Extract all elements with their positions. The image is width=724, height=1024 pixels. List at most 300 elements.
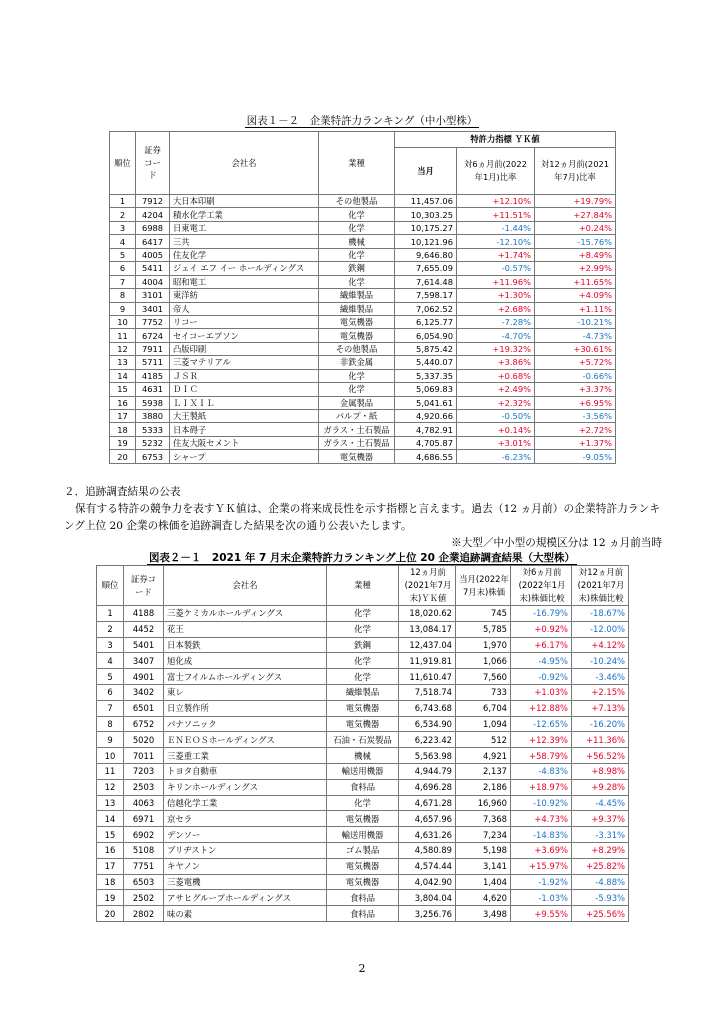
- cell-rank: 3: [110, 221, 136, 234]
- header-rank: 順位: [110, 132, 136, 195]
- cell-yk-value: 6,054.90: [395, 329, 457, 342]
- table-row: [97, 811, 629, 827]
- cell-industry: ガラス・土石製品: [319, 436, 395, 449]
- table-row: [110, 302, 616, 315]
- cell-industry: 化学: [327, 795, 399, 811]
- cell-company: 信越化学工業: [164, 795, 327, 811]
- cell-price: 512: [456, 732, 511, 748]
- cell-vs6: +2.68%: [457, 302, 535, 315]
- cell-rank: 12: [110, 342, 136, 355]
- cell-yk-value: 4,686.55: [395, 450, 457, 463]
- cell-industry: 化学: [327, 653, 399, 669]
- table-row: [110, 383, 616, 396]
- cell-code: 6417: [136, 235, 170, 248]
- cell-price: 733: [456, 685, 511, 701]
- cell-vs12: +2.72%: [535, 423, 616, 436]
- cell-rank: 3: [97, 637, 124, 653]
- cell-rank: 10: [97, 748, 124, 764]
- cell-industry: 化学: [327, 606, 399, 622]
- cell-company: デンソー: [164, 827, 327, 843]
- cell-industry: ゴム製品: [327, 843, 399, 859]
- cell-rank: 6: [110, 262, 136, 275]
- cell-company: 帝人: [170, 302, 319, 315]
- cell-yk-value: 5,337.35: [395, 369, 457, 382]
- cell-code: 5020: [124, 732, 164, 748]
- cell-vs6: -12.10%: [457, 235, 535, 248]
- cell-vs6: +1.74%: [457, 248, 535, 261]
- cell-vs12: -3.31%: [572, 827, 629, 843]
- cell-rank: 18: [110, 423, 136, 436]
- cell-vs6: +4.73%: [511, 811, 572, 827]
- cell-vs6: -7.28%: [457, 315, 535, 328]
- cell-vs12: +1.11%: [535, 302, 616, 315]
- cell-vs12: -10.24%: [572, 653, 629, 669]
- table-row: [97, 874, 629, 890]
- cell-yk-value: 5,875.42: [395, 342, 457, 355]
- cell-yk-value: 7,614.48: [395, 275, 457, 288]
- cell-yk-value: 5,440.07: [395, 356, 457, 369]
- cell-code: 6724: [136, 329, 170, 342]
- cell-rank: 7: [110, 275, 136, 288]
- cell-vs6: -14.83%: [511, 827, 572, 843]
- cell-vs12: -9.05%: [535, 450, 616, 463]
- table-row: [97, 637, 629, 653]
- cell-vs6: +0.14%: [457, 423, 535, 436]
- cell-vs6: +12.88%: [511, 700, 572, 716]
- cell-rank: 19: [110, 436, 136, 449]
- cell-price: 5,198: [456, 843, 511, 859]
- cell-company: 旭化成: [164, 653, 327, 669]
- cell-vs6: +11.96%: [457, 275, 535, 288]
- cell-code: 4004: [136, 275, 170, 288]
- cell-code: 5333: [136, 423, 170, 436]
- cell-rank: 7: [97, 700, 124, 716]
- cell-code: 3101: [136, 289, 170, 302]
- cell-industry: 繊維製品: [319, 289, 395, 302]
- cell-company: 昭和電工: [170, 275, 319, 288]
- cell-yk-value: 6,223.42: [399, 732, 456, 748]
- cell-yk-value: 4,574.44: [399, 858, 456, 874]
- header-current-month: 当月: [395, 148, 457, 195]
- cell-code: 4204: [136, 208, 170, 221]
- cell-vs12: +9.37%: [572, 811, 629, 827]
- cell-vs6: -1.03%: [511, 890, 572, 906]
- table-row: [97, 890, 629, 906]
- cell-yk-value: 7,518.74: [399, 685, 456, 701]
- table-row: [97, 906, 629, 922]
- cell-industry: 電気機器: [319, 450, 395, 463]
- cell-company: 東洋紡: [170, 289, 319, 302]
- cell-company: パナソニック: [164, 716, 327, 732]
- table-row: [110, 369, 616, 382]
- cell-code: 3407: [124, 653, 164, 669]
- cell-price: 7,368: [456, 811, 511, 827]
- cell-company: ブリヂストン: [164, 843, 327, 859]
- cell-vs12: -0.66%: [535, 369, 616, 382]
- cell-yk-value: 4,671.28: [399, 795, 456, 811]
- cell-company: 三菱電機: [164, 874, 327, 890]
- cell-industry: 輸送用機器: [327, 764, 399, 780]
- cell-company: 富士フイルムホールディングス: [164, 669, 327, 685]
- cell-industry: 電気機器: [327, 858, 399, 874]
- cell-code: 3401: [136, 302, 170, 315]
- cell-industry: 繊維製品: [327, 685, 399, 701]
- cell-industry: その他製品: [319, 195, 395, 208]
- cell-yk-value: 7,062.52: [395, 302, 457, 315]
- table-row: [110, 436, 616, 449]
- cell-industry: パルプ・紙: [319, 410, 395, 423]
- cell-company: ＤＩＣ: [170, 383, 319, 396]
- cell-code: 3880: [136, 410, 170, 423]
- cell-rank: 15: [110, 383, 136, 396]
- cell-vs12: +7.13%: [572, 700, 629, 716]
- cell-rank: 1: [97, 606, 124, 622]
- cell-rank: 2: [97, 621, 124, 637]
- cell-yk-value: 4,696.28: [399, 779, 456, 795]
- cell-rank: 16: [97, 843, 124, 859]
- cell-industry: 化学: [319, 221, 395, 234]
- header-vs6: 対6ヵ月前(2022年1月)比率: [457, 148, 535, 195]
- cell-price: 2,137: [456, 764, 511, 780]
- cell-vs12: +6.95%: [535, 396, 616, 409]
- cell-vs12: -12.00%: [572, 621, 629, 637]
- table-row: [97, 716, 629, 732]
- cell-industry: 化学: [319, 248, 395, 261]
- header-vs12: 対12ヵ月前(2021年7月)比率: [535, 148, 616, 195]
- header-yk-12m-ago: 12ヵ月前(2021年7月末)ＹＫ値: [399, 566, 456, 606]
- cell-rank: 8: [110, 289, 136, 302]
- cell-industry: 電気機器: [327, 811, 399, 827]
- cell-company: 日立製作所: [164, 700, 327, 716]
- cell-code: 6971: [124, 811, 164, 827]
- cell-code: 4005: [136, 248, 170, 261]
- cell-company: 東レ: [164, 685, 327, 701]
- cell-company: キリンホールディングス: [164, 779, 327, 795]
- cell-company: 住友化学: [170, 248, 319, 261]
- cell-vs6: +15.97%: [511, 858, 572, 874]
- cell-rank: 20: [110, 450, 136, 463]
- cell-vs6: -0.92%: [511, 669, 572, 685]
- cell-vs6: +11.51%: [457, 208, 535, 221]
- cell-vs6: +3.86%: [457, 356, 535, 369]
- cell-code: 7911: [136, 342, 170, 355]
- cell-rank: 2: [110, 208, 136, 221]
- cell-rank: 13: [110, 356, 136, 369]
- table-row: [97, 653, 629, 669]
- cell-code: 5411: [136, 262, 170, 275]
- cell-yk-value: 4,944.79: [399, 764, 456, 780]
- table-row: [97, 606, 629, 622]
- cell-vs12: -10.21%: [535, 315, 616, 328]
- cell-industry: 金属製品: [319, 396, 395, 409]
- cell-company: 京セラ: [164, 811, 327, 827]
- header-company: 会社名: [164, 566, 327, 606]
- section-heading: ２．追跡調査結果の公表: [64, 486, 181, 498]
- cell-industry: 化学: [327, 669, 399, 685]
- cell-vs12: +25.56%: [572, 906, 629, 922]
- table-row: [97, 732, 629, 748]
- cell-vs12: -15.76%: [535, 235, 616, 248]
- table-row: [110, 315, 616, 328]
- table-row: [110, 275, 616, 288]
- cell-code: 6753: [136, 450, 170, 463]
- cell-price: 3,498: [456, 906, 511, 922]
- cell-vs6: -0.57%: [457, 262, 535, 275]
- cell-industry: 輸送用機器: [327, 827, 399, 843]
- cell-rank: 4: [110, 235, 136, 248]
- table-row: [97, 764, 629, 780]
- cell-code: 5232: [136, 436, 170, 449]
- table-row: [97, 795, 629, 811]
- table-row: [97, 685, 629, 701]
- table-row: [97, 700, 629, 716]
- cell-rank: 20: [97, 906, 124, 922]
- cell-company: リコー: [170, 315, 319, 328]
- cell-rank: 9: [97, 732, 124, 748]
- table-row: [110, 396, 616, 409]
- cell-company: 大日本印刷: [170, 195, 319, 208]
- cell-vs6: +19.32%: [457, 342, 535, 355]
- cell-vs12: +1.37%: [535, 436, 616, 449]
- cell-rank: 17: [97, 858, 124, 874]
- cell-price: 4,921: [456, 748, 511, 764]
- cell-rank: 4: [97, 653, 124, 669]
- header-company: 会社名: [170, 132, 319, 195]
- cell-industry: 鉄鋼: [319, 262, 395, 275]
- table-row: [110, 423, 616, 436]
- cell-price: 1,094: [456, 716, 511, 732]
- cell-vs6: -6.23%: [457, 450, 535, 463]
- cell-vs6: +0.68%: [457, 369, 535, 382]
- cell-industry: 食料品: [327, 890, 399, 906]
- cell-vs6: -0.50%: [457, 410, 535, 423]
- cell-vs12: +11.65%: [535, 275, 616, 288]
- cell-vs12: -3.46%: [572, 669, 629, 685]
- cell-code: 2802: [124, 906, 164, 922]
- table-row: [110, 235, 616, 248]
- header-vs12: 対12ヵ月前(2021年7月末)株価比較: [572, 566, 629, 606]
- cell-vs12: +8.29%: [572, 843, 629, 859]
- cell-yk-value: 5,041.61: [395, 396, 457, 409]
- cell-company: 味の素: [164, 906, 327, 922]
- cell-industry: 電気機器: [319, 329, 395, 342]
- cell-yk-value: 4,631.26: [399, 827, 456, 843]
- section-note: ※大型／中小型の規模区分は 12 ヵ月前当時: [451, 537, 662, 549]
- cell-vs12: +25.82%: [572, 858, 629, 874]
- table1-small-mid-cap-ranking: [109, 131, 616, 464]
- cell-vs6: -16.79%: [511, 606, 572, 622]
- cell-vs6: +6.17%: [511, 637, 572, 653]
- header-rank: 順位: [97, 566, 124, 606]
- cell-rank: 10: [110, 315, 136, 328]
- cell-company: 三菱マテリアル: [170, 356, 319, 369]
- cell-industry: 化学: [319, 383, 395, 396]
- cell-yk-value: 11,919.81: [399, 653, 456, 669]
- cell-company: 日本製鉄: [164, 637, 327, 653]
- cell-vs12: +2.15%: [572, 685, 629, 701]
- cell-industry: 機械: [319, 235, 395, 248]
- table2-title: 図表２－１ 2021 年 7 月末企業特許力ランキング上位 20 企業追跡調査結果（大型株）: [148, 552, 576, 564]
- table-row: [110, 195, 616, 208]
- cell-vs12: +8.98%: [572, 764, 629, 780]
- cell-code: 7011: [124, 748, 164, 764]
- cell-company: 積水化学工業: [170, 208, 319, 221]
- cell-price: 4,620: [456, 890, 511, 906]
- cell-vs6: +3.01%: [457, 436, 535, 449]
- cell-vs6: -1.92%: [511, 874, 572, 890]
- cell-vs12: +9.28%: [572, 779, 629, 795]
- cell-vs12: +3.37%: [535, 383, 616, 396]
- cell-industry: 鉄鋼: [327, 637, 399, 653]
- cell-vs6: -12.65%: [511, 716, 572, 732]
- cell-code: 6501: [124, 700, 164, 716]
- cell-company: 三菱重工業: [164, 748, 327, 764]
- cell-code: 4063: [124, 795, 164, 811]
- cell-company: ＬＩＸＩＬ: [170, 396, 319, 409]
- cell-vs6: -10.92%: [511, 795, 572, 811]
- cell-industry: 化学: [319, 208, 395, 221]
- cell-price: 3,141: [456, 858, 511, 874]
- cell-yk-value: 6,743.68: [399, 700, 456, 716]
- cell-yk-value: 5,069.83: [395, 383, 457, 396]
- cell-industry: 食料品: [327, 906, 399, 922]
- cell-vs12: +56.52%: [572, 748, 629, 764]
- cell-yk-value: 7,655.09: [395, 262, 457, 275]
- cell-vs12: +30.61%: [535, 342, 616, 355]
- cell-company: 花王: [164, 621, 327, 637]
- cell-company: ＥＮＥＯＳホールディングス: [164, 732, 327, 748]
- cell-industry: 電気機器: [327, 716, 399, 732]
- cell-industry: 機械: [327, 748, 399, 764]
- cell-vs12: +11.36%: [572, 732, 629, 748]
- cell-price: 1,404: [456, 874, 511, 890]
- cell-company: ＪＳＲ: [170, 369, 319, 382]
- cell-code: 2503: [124, 779, 164, 795]
- table-row: [110, 248, 616, 261]
- cell-rank: 17: [110, 410, 136, 423]
- cell-company: アサヒグループホールディングス: [164, 890, 327, 906]
- cell-company: シャープ: [170, 450, 319, 463]
- cell-industry: 石油・石炭製品: [327, 732, 399, 748]
- cell-company: キヤノン: [164, 858, 327, 874]
- page-number: 2: [358, 962, 366, 975]
- cell-vs6: +12.39%: [511, 732, 572, 748]
- table-row: [110, 221, 616, 234]
- cell-vs6: +0.92%: [511, 621, 572, 637]
- cell-rank: 18: [97, 874, 124, 890]
- cell-rank: 14: [110, 369, 136, 382]
- cell-company: セイコーエプソン: [170, 329, 319, 342]
- cell-vs6: +1.30%: [457, 289, 535, 302]
- header-yk-index: 特許力指標 ＹＫ値: [395, 132, 616, 148]
- cell-yk-value: 6,125.77: [395, 315, 457, 328]
- cell-price: 1,066: [456, 653, 511, 669]
- cell-code: 2502: [124, 890, 164, 906]
- header-industry: 業種: [319, 132, 395, 195]
- cell-vs6: +2.32%: [457, 396, 535, 409]
- table-row: [97, 779, 629, 795]
- table-row: [110, 289, 616, 302]
- cell-yk-value: 13,084.17: [399, 621, 456, 637]
- cell-price: 2,186: [456, 779, 511, 795]
- cell-industry: 化学: [327, 621, 399, 637]
- cell-yk-value: 4,657.96: [399, 811, 456, 827]
- section-paragraph: 保有する特許の競争力を表すＹＫ値は、企業の将来成長性を示す指標と言えます。過去（12 ヵ月前）の企業特許力ランキング上位 20 企業の株価を追跡調査した結果を次の通り公表いたします。: [64, 503, 660, 532]
- cell-vs12: -16.20%: [572, 716, 629, 732]
- cell-rank: 11: [110, 329, 136, 342]
- cell-vs12: +4.09%: [535, 289, 616, 302]
- cell-yk-value: 10,303.25: [395, 208, 457, 221]
- cell-code: 6503: [124, 874, 164, 890]
- cell-code: 4901: [124, 669, 164, 685]
- cell-price: 745: [456, 606, 511, 622]
- cell-price: 7,234: [456, 827, 511, 843]
- cell-code: 4188: [124, 606, 164, 622]
- cell-company: 三共: [170, 235, 319, 248]
- cell-code: 5401: [124, 637, 164, 653]
- cell-rank: 14: [97, 811, 124, 827]
- cell-yk-value: 10,175.27: [395, 221, 457, 234]
- cell-vs6: -4.70%: [457, 329, 535, 342]
- cell-industry: 電気機器: [327, 874, 399, 890]
- cell-industry: 化学: [319, 275, 395, 288]
- cell-vs12: -3.56%: [535, 410, 616, 423]
- cell-price: 16,960: [456, 795, 511, 811]
- cell-company: ジェイ エフ イー ホールディングス: [170, 262, 319, 275]
- cell-rank: 5: [110, 248, 136, 261]
- cell-vs12: -4.73%: [535, 329, 616, 342]
- cell-price: 6,704: [456, 700, 511, 716]
- cell-code: 3402: [124, 685, 164, 701]
- cell-vs12: -18.67%: [572, 606, 629, 622]
- cell-yk-value: 5,563.98: [399, 748, 456, 764]
- cell-company: 三菱ケミカルホールディングス: [164, 606, 327, 622]
- table-row: [110, 450, 616, 463]
- cell-price: 1,970: [456, 637, 511, 653]
- header-current-price: 当月(2022年7月末)株価: [456, 566, 511, 606]
- cell-vs12: +4.12%: [572, 637, 629, 653]
- cell-vs6: -1.44%: [457, 221, 535, 234]
- cell-vs6: +18.97%: [511, 779, 572, 795]
- table-row: [110, 342, 616, 355]
- cell-yk-value: 7,598.17: [395, 289, 457, 302]
- cell-code: 5711: [136, 356, 170, 369]
- table-row: [97, 843, 629, 859]
- cell-yk-value: 4,782.91: [395, 423, 457, 436]
- cell-price: 7,560: [456, 669, 511, 685]
- cell-vs12: -5.93%: [572, 890, 629, 906]
- cell-rank: 1: [110, 195, 136, 208]
- table1-title: 図表１－２ 企業特許力ランキング（中小型株）: [246, 115, 478, 127]
- cell-vs12: +5.72%: [535, 356, 616, 369]
- table-row: [97, 669, 629, 685]
- cell-vs6: +1.03%: [511, 685, 572, 701]
- cell-rank: 8: [97, 716, 124, 732]
- cell-rank: 11: [97, 764, 124, 780]
- cell-vs6: +2.49%: [457, 383, 535, 396]
- cell-code: 6902: [124, 827, 164, 843]
- cell-vs12: -4.88%: [572, 874, 629, 890]
- cell-vs12: +19.79%: [535, 195, 616, 208]
- cell-industry: 電気機器: [327, 700, 399, 716]
- cell-code: 7912: [136, 195, 170, 208]
- cell-code: 6988: [136, 221, 170, 234]
- cell-vs6: +9.55%: [511, 906, 572, 922]
- cell-yk-value: 11,610.47: [399, 669, 456, 685]
- cell-rank: 9: [110, 302, 136, 315]
- header-industry: 業種: [327, 566, 399, 606]
- header-code: 証券コード: [136, 132, 170, 195]
